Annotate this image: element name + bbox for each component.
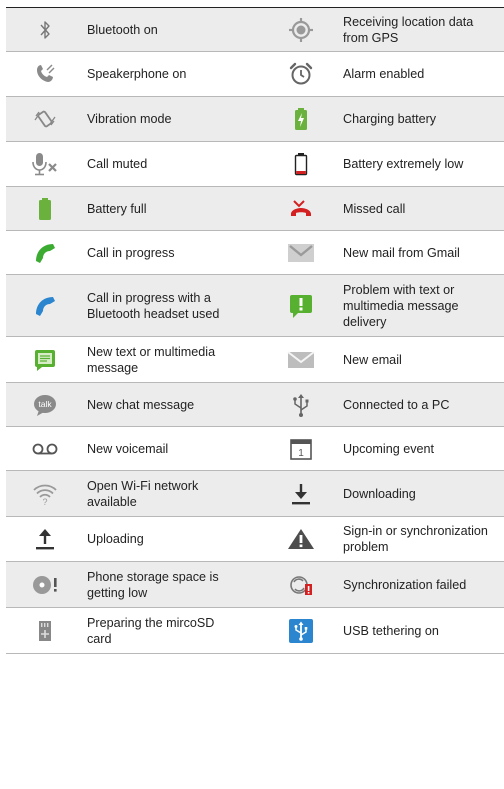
table-row [6,187,504,231]
gps-icon [287,16,315,44]
list-item-label: Missed call [343,201,406,216]
list-item-label: New email [343,352,402,367]
table-row [6,383,504,427]
list-item-label: New chat message [87,397,195,412]
table-row [6,608,504,654]
message-problem-icon [288,293,314,319]
battery-full-icon [37,197,53,221]
call-bluetooth-icon [33,294,57,318]
list-item-label: USB tethering on [343,623,439,638]
battery-charging-icon [293,107,309,131]
list-item-label: New text or multimedia message [87,344,216,375]
list-item-label: Battery full [87,201,147,216]
upload-icon [34,526,56,552]
list-item-label: Connected to a PC [343,397,450,412]
usb-icon [290,393,312,417]
list-item-label: Open Wi-Fi network available [87,478,199,509]
table-row [6,97,504,142]
svg-text:?: ? [42,496,48,506]
table-row [6,275,504,337]
list-item-label: Alarm enabled [343,67,425,81]
missed-call-icon [289,197,313,221]
list-item-label: Speakerphone on [87,67,187,81]
voicemail-icon [31,440,59,458]
list-item-label: Sign-in or synchronization problem [343,524,488,554]
wifi-open-icon [32,482,58,506]
message-icon [33,348,57,372]
list-item-label: Problem with text or multimedia message delivery [343,282,459,329]
gmail-icon [287,242,315,264]
list-item-label: Downloading [343,486,416,501]
call-progress-icon [33,241,57,265]
table-row [6,562,504,608]
storage-low-icon [30,573,60,597]
list-item-label: New voicemail [87,441,169,456]
list-item-label: Synchronization failed [343,577,467,592]
list-item-label: Battery extremely low [343,157,464,171]
table-row [6,231,504,275]
list-item-label: Call in progress [87,245,175,260]
svg-text:talk: talk [38,398,52,409]
table-row [6,337,504,383]
download-icon [290,481,312,507]
list-item-label: Call muted [87,157,148,171]
table-row [6,142,504,187]
list-item-label: New mail from Gmail [343,245,460,260]
list-item-label: Call in progress with a Bluetooth headset used [87,290,220,321]
sync-warning-icon [287,527,315,551]
list-item-label: Vibration mode [87,112,172,126]
table-row [6,8,504,52]
vibration-icon [32,107,58,131]
list-item-label: Preparing the mircoSD card [87,615,215,646]
table-row [6,517,504,562]
list-item-label: Uploading [87,532,144,546]
alarm-icon [288,61,314,87]
table-row [6,52,504,97]
table-row [6,427,504,471]
mic-muted-icon [30,151,60,177]
status-icon-table [6,7,504,654]
speakerphone-icon [33,62,57,86]
svg-text:1: 1 [298,447,304,459]
sdcard-icon [35,619,55,643]
list-item-label: Upcoming event [343,441,435,456]
usb-tethering-icon [288,618,314,644]
list-item-label: Receiving location data from GPS [343,14,474,45]
list-item-label: Bluetooth on [87,22,158,37]
email-icon [287,349,315,371]
list-item-label: Phone storage space is getting low [87,569,219,600]
sync-failed-icon [288,573,314,597]
calendar-icon [289,437,313,461]
list-item-label: Charging battery [343,112,437,126]
battery-low-icon [293,152,309,176]
talk-icon [32,393,58,417]
table-row [6,471,504,517]
bluetooth-icon [34,18,56,42]
